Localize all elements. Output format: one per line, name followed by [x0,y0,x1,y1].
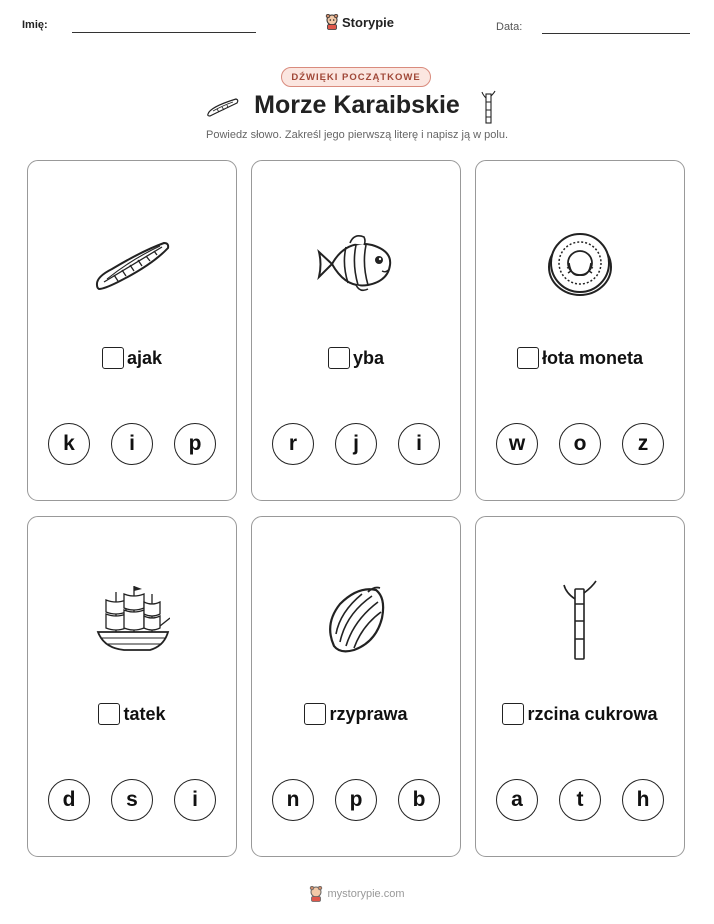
category-badge: DŹWIĘKI POCZĄTKOWE [281,67,431,87]
word-ending: rzcina cukrowa [527,703,658,724]
word-ending: łota moneta [541,347,643,368]
letter-option[interactable]: i [174,779,216,821]
letter-option[interactable]: t [559,779,601,821]
footer-url[interactable]: mystorypie.com [327,888,405,900]
answer-box[interactable] [328,347,350,369]
date-label: Data: [496,21,523,33]
date-line[interactable] [542,33,690,34]
word-card [251,516,461,857]
letter-option[interactable]: n [272,779,314,821]
storypie-mascot-icon [325,14,339,30]
gold-coin-icon [545,229,615,299]
letter-option[interactable]: p [335,779,377,821]
letter-option[interactable]: b [398,779,440,821]
instructions: Powiedz słowo. Zakreśl jego pierwszą literę i napisz ją w polu. [205,129,509,141]
letter-option[interactable]: d [48,779,90,821]
footer [0,886,714,902]
letter-option[interactable]: r [272,423,314,465]
nutmeg-spice-icon [324,584,388,656]
word-ending: ajak [126,347,163,368]
letter-option[interactable]: j [335,423,377,465]
letter-option[interactable]: w [496,423,538,465]
letter-option[interactable]: h [622,779,664,821]
name-line[interactable] [72,32,256,33]
answer-box[interactable] [102,347,124,369]
letter-option[interactable]: a [496,779,538,821]
answer-box[interactable] [502,703,524,725]
word-ending: rzyprawa [329,703,408,724]
word-ending: yba [352,347,385,368]
letter-option[interactable]: i [111,423,153,465]
letter-option[interactable]: k [48,423,90,465]
brand-logo [325,14,394,30]
answer-box[interactable] [517,347,539,369]
sugar-cane-icon [480,90,496,124]
answer-box[interactable] [98,703,120,725]
letter-option[interactable]: z [622,423,664,465]
word-ending: tatek [123,703,166,724]
brand-name: Storypie [342,14,395,30]
letter-option[interactable]: i [398,423,440,465]
word-card [27,516,237,857]
fish-icon [316,231,396,297]
letter-option[interactable]: p [174,423,216,465]
word-card [475,516,685,857]
word-card [475,160,685,501]
letter-option[interactable]: s [111,779,153,821]
word-card [251,160,461,501]
letter-option[interactable]: o [559,423,601,465]
word-card [27,160,237,501]
page-title: Morze Karaibskie [254,91,460,119]
sailing-ship-icon [94,582,170,658]
answer-box[interactable] [304,703,326,725]
name-label: Imię: [22,19,48,31]
storypie-mascot-icon [309,886,323,902]
sugar-cane-icon [560,579,600,661]
kayak-icon [92,229,172,299]
